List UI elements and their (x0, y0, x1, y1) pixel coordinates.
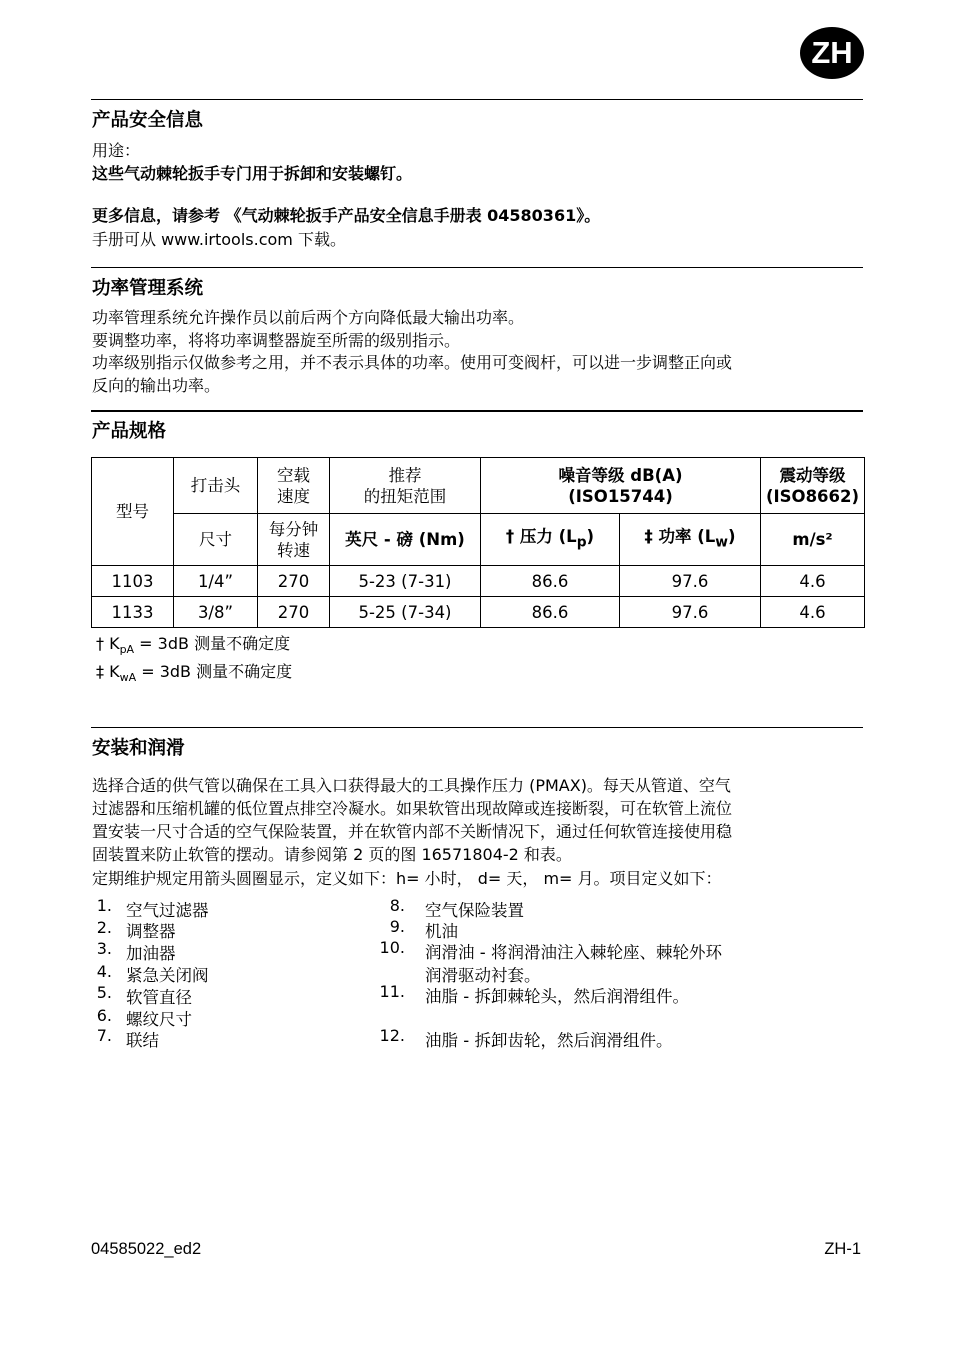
footnote-power: ‡ $K_{wA} = 3dB$ 测量不确定度 (96, 662, 293, 685)
list-number: 12. (379, 1026, 405, 1045)
section-divider (91, 267, 863, 268)
list-number: 9. (389, 917, 405, 936)
list-item: 调整器 (126, 922, 176, 941)
header-head: 打击头 (174, 458, 258, 514)
list-number: 5. (96, 983, 112, 1002)
cell-model: 1103 (92, 566, 174, 597)
list-item: 机油 (425, 922, 458, 941)
heading-specifications: 产品规格 (92, 421, 167, 442)
cell-pressure: 86.6 (481, 597, 620, 628)
list-number: 3. (96, 939, 112, 958)
subheader-pressure: † 压力 $(L_p)$ (481, 514, 620, 566)
list-item: 螺纹尺寸 (126, 1010, 192, 1029)
language-badge: ZH (800, 27, 864, 79)
header-torque: 推荐 的扭矩范围 (330, 458, 481, 514)
heading-power-management: 功率管理系统 (92, 278, 204, 299)
cell-power: 97.6 (620, 597, 761, 628)
subheader-vibration-units: m/s² (761, 514, 865, 566)
list-item: 油脂 - 拆卸棘轮头，然后润滑组件。 (425, 987, 689, 1006)
cell-rpm: 270 (258, 566, 330, 597)
page-number: ZH-1 (824, 1240, 861, 1258)
list-number: 2. (96, 918, 112, 937)
cell-power: 97.6 (620, 566, 761, 597)
heading-product-safety: 产品安全信息 (92, 110, 204, 131)
subheader-torque-units: 英尺 - 磅 (Nm) (330, 514, 481, 566)
list-item: 加油器 (126, 944, 176, 963)
power-line-4: 反向的输出功率。 (92, 376, 221, 395)
install-line-3: 置安装一尺寸合适的空气保险装置，并在软管内部不关断情况下，通过任何软管连接使用稳 (92, 822, 733, 841)
cell-vibration: 4.6 (761, 566, 865, 597)
cell-torque: 5-23 (7-31) (330, 566, 481, 597)
spec-table (91, 457, 865, 628)
list-number: 6. (96, 1006, 112, 1025)
list-number: 8. (389, 896, 405, 915)
document-code: 04585022_ed2 (91, 1240, 202, 1258)
list-number: 1. (96, 896, 112, 915)
subheader-rpm: 每分钟 转速 (258, 514, 330, 566)
cell-size: 3/8” (174, 597, 258, 628)
table-row (92, 597, 865, 628)
list-item: 润滑油 - 将润滑油注入棘轮座、棘轮外环 (425, 943, 722, 962)
install-line-4: 固装置来防止软管的摆动。请参阅第 2 页的图 16571804-2 和表。 (92, 845, 572, 864)
heading-installation: 安装和润滑 (92, 738, 185, 759)
cell-vibration: 4.6 (761, 597, 865, 628)
header-speed: 空载 速度 (258, 458, 330, 514)
install-line-5: 定期维护规定用箭头圆圈显示，定义如下：h= 小时， d= 天， m= 月。项目定义如下： (92, 869, 722, 888)
section-divider (91, 99, 863, 100)
purpose-label: 用途： (92, 141, 141, 160)
cell-model: 1133 (92, 597, 174, 628)
list-number: 7. (96, 1026, 112, 1045)
cell-rpm: 270 (258, 597, 330, 628)
list-item: 油脂 - 拆卸齿轮，然后润滑组件。 (425, 1031, 673, 1050)
list-item: 空气过滤器 (126, 901, 209, 920)
purpose-text: 这些气动棘轮扳手专门用于拆卸和安装螺钉。 (92, 164, 413, 183)
header-model: 型号 (92, 458, 174, 566)
install-line-1: 选择合适的供气管以确保在工具入口获得最大的工具操作压力 (PMAX)。每天从管道、空气 (92, 776, 731, 795)
list-number: 10. (379, 938, 405, 957)
cell-size: 1/4” (174, 566, 258, 597)
header-vibration: 震动等级 (ISO8662) (761, 458, 865, 514)
list-item: 紧急关闭阀 (126, 966, 209, 985)
footnote-pressure: † $K_{pA} = 3dB$ 测量不确定度 (96, 634, 291, 657)
list-item: 软管直径 (126, 988, 192, 1007)
power-line-3: 功率级别指示仅做参考之用，并不表示具体的功率。使用可变阀杆，可以进一步调整正向或 (92, 353, 733, 372)
table-row (92, 566, 865, 597)
cell-pressure: 86.6 (481, 566, 620, 597)
more-info-text: 更多信息，请参考 《气动棘轮扳手产品安全信息手册表 04580361》。 (92, 206, 601, 225)
section-divider (91, 727, 863, 728)
power-line-2: 要调整功率，将将功率调整器旋至所需的级别指示。 (92, 331, 461, 350)
download-text: 手册可从 www.irtools.com 下载。 (92, 230, 346, 249)
list-item-continuation: 润滑驱动衬套。 (425, 966, 541, 985)
list-item: 联结 (126, 1031, 159, 1050)
install-line-2: 过滤器和压缩机罐的低位置点排空冷凝水。如果软管出现故障或连接断裂，可在软管上流位 (92, 799, 733, 818)
subheader-power: ‡ 功率 $(L_w)$ (620, 514, 761, 566)
power-line-1: 功率管理系统允许操作员以前后两个方向降低最大输出功率。 (92, 308, 525, 327)
header-noise: 噪音等级 dB(A) (ISO15744) (481, 458, 761, 514)
list-number: 4. (96, 962, 112, 981)
list-number: 11. (379, 982, 405, 1001)
subheader-size: 尺寸 (174, 514, 258, 566)
section-divider (91, 410, 863, 412)
list-item: 空气保险装置 (425, 901, 524, 920)
cell-torque: 5-25 (7-34) (330, 597, 481, 628)
